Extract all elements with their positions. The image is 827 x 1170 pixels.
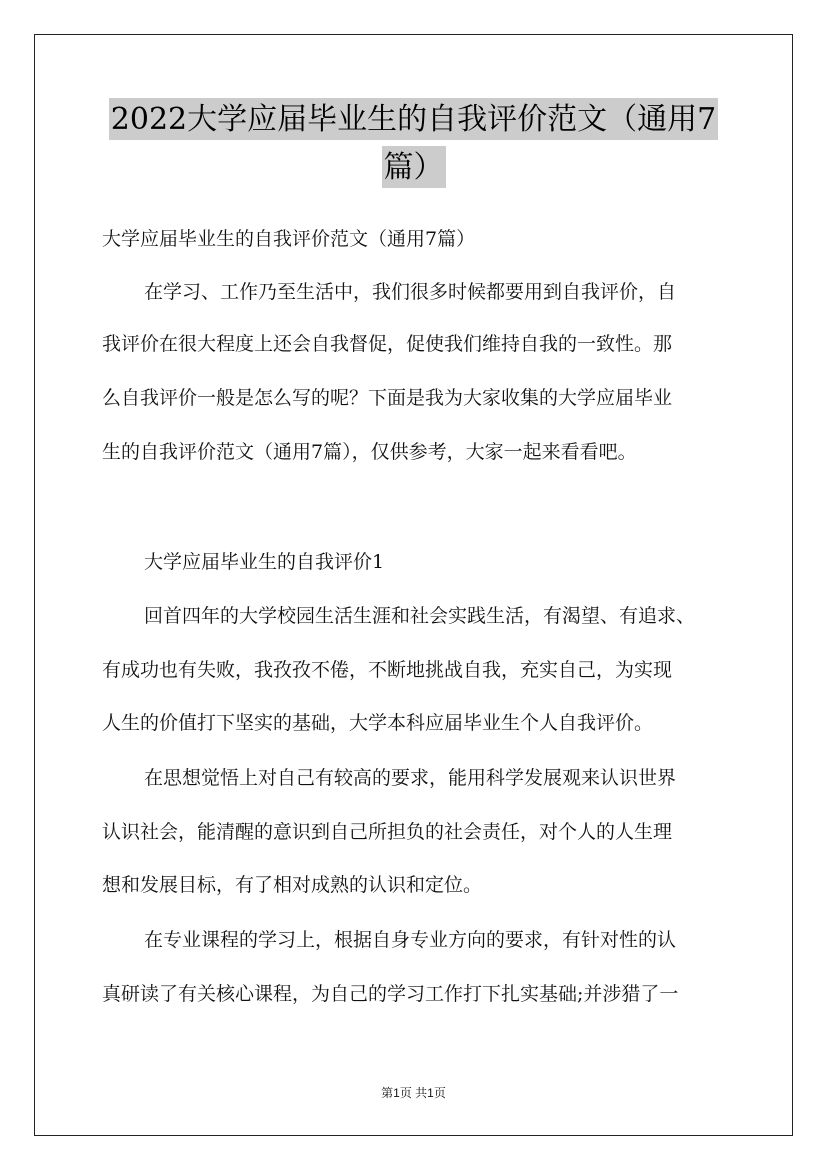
paragraph-line: 真研读了有关核心课程，为自己的学习工作打下扎实基础;并涉猎了一 <box>102 983 679 1005</box>
section-heading: 大学应届毕业生的自我评价1 <box>144 551 385 573</box>
paragraph-line: 回首四年的大学校园生活生涯和社会实践生活，有渴望、有追求、 <box>144 605 696 627</box>
paragraph-line: 在专业课程的学习上，根据自身专业方向的要求，有针对性的认 <box>144 929 677 951</box>
intro-line: 么自我评价一般是怎么写的呢？下面是我为大家收集的大学应届毕业 <box>102 387 673 409</box>
document-title <box>0 98 827 188</box>
page-border <box>34 34 793 1136</box>
intro-line: 在学习、工作乃至生活中，我们很多时候都要用到自我评价，自 <box>144 281 677 303</box>
paragraph-line: 想和发展目标，有了相对成熟的认识和定位。 <box>102 874 483 896</box>
page-footer: 第1页 共1页 <box>381 1086 446 1100</box>
intro-line: 生的自我评价范文（通用7篇），仅供参考，大家一起来看看吧。 <box>102 441 637 463</box>
intro-line: 我评价在很大程度上还会自我督促，促使我们维持自我的一致性。那 <box>102 333 673 355</box>
paragraph-line: 有成功也有失败，我孜孜不倦，不断地挑战自我，充实自己，为实现 <box>102 659 673 681</box>
paragraph-line: 人生的价值打下坚实的基础，大学本科应届毕业生个人自我评价。 <box>102 712 654 734</box>
title-line-2: 篇） <box>382 146 446 188</box>
paragraph-line: 认识社会，能清醒的意识到自己所担负的社会责任，对个人的人生理 <box>102 821 673 843</box>
subtitle: 大学应届毕业生的自我评价范文（通用7篇） <box>102 228 476 250</box>
paragraph-line: 在思想觉悟上对自己有较高的要求，能用科学发展观来认识世界 <box>144 767 677 789</box>
title-line-1: 2022大学应届毕业生的自我评价范文（通用7 <box>109 98 718 140</box>
